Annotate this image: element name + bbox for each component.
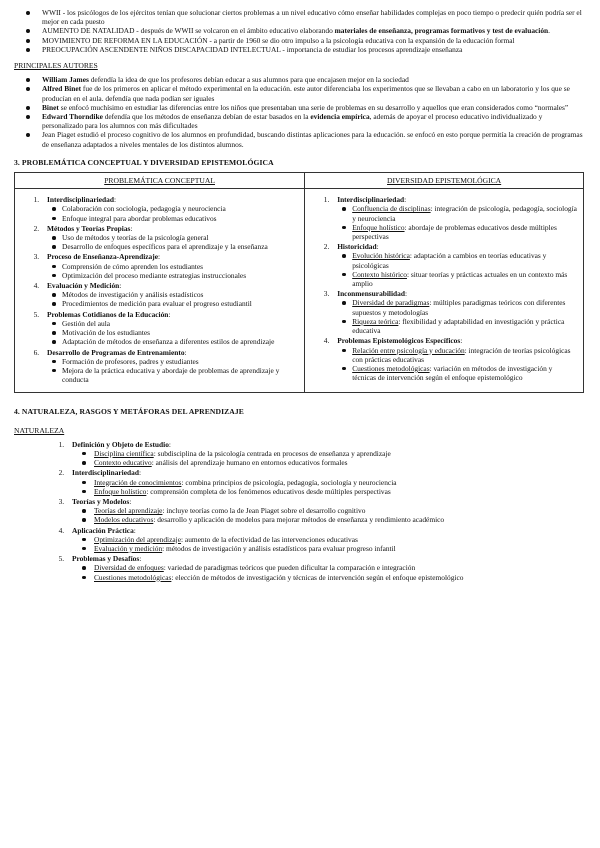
list-item: Riqueza teórica: flexibilidad y adaptabilidad en investigación y práctica educativa [352, 317, 577, 335]
problematica-cell [15, 189, 305, 393]
intro-bullet-2: MOVIMIENTO DE REFORMA EN LA EDUCACIÓN - a partir de 1960 se dio otro impulso a la psicología educativa con la expansión de la educación formal [42, 36, 584, 45]
list-item: Evaluación y medición: métodos de investigación y análisis estadísticos para evaluar progreso infantil [94, 544, 584, 553]
list-item: 5. Problemas Cotidianos de la Educación: Gestión del aula Motivación de los estudiantes Adaptación de métodos de enseñanza a diferentes estilos de aprendizaje [41, 310, 298, 347]
diversidad-list [311, 195, 577, 382]
list-item: 6. Desarrollo de Programas de Entrenamiento: Formación de profesores, padres y estudiantes Mejora de la práctica educativa y abordaje de problemas de aprendizaje y conducta [41, 348, 298, 385]
list-item: 1. Interdisciplinariedad: Colaboración con sociología, pedagogía y neurociencia Enfoque integral para abordar problemas educativos [41, 195, 298, 223]
list-item: Modelos educativos: desarrollo y aplicación de modelos para mejorar métodos de enseñanza y rendimiento académico [94, 515, 584, 524]
intro-bullet-3: PREOCUPACIÓN ASCENDENTE NIÑOS DISCAPACIDAD INTELECTUAL - importancia de estudiar los procesos aprendizaje enseñanza [42, 45, 584, 54]
list-item: Adaptación de métodos de enseñanza a diferentes estilos de aprendizaje [62, 337, 298, 346]
list-item: 4. Problemas Epistemológicos Específicos: Relación entre psicología y educación: integración de teorías psicológicas con prácticas educativas Cuestiones metodológicas: variación en métodos de investigación y técnicas de intervención según el enfoque epistemológico [331, 336, 577, 382]
list-item: 2. Interdisciplinariedad: Integración de conocimientos: combina principios de psicología, pedagogía, sociología y neurociencia Enfoque holístico: comprensión completa de los fenómenos educativos desde múltiples perspectivas [66, 468, 584, 496]
author-jean-piaget: Jean Piaget estudió el proceso cognitivo de los alumnos en profundidad, buscando distintas aplicaciones para la educación. se enfocó en esto porque permitía la creación de programas de enseñanza adaptados a niveles mentales de los distintos alumnos. [42, 130, 583, 149]
comparison-table [14, 172, 584, 393]
list-item: Optimización del aprendizaje: aumento de la efectividad de las intervenciones educativas [94, 535, 584, 544]
list-item: 4. Evaluación y Medición: Métodos de investigación y análisis estadísticos Procedimientos de medición para evaluar el progreso estudiantil [41, 281, 298, 309]
list-item: Métodos de investigación y análisis estadísticos [62, 290, 298, 299]
naturaleza-section [44, 440, 584, 582]
list-item: Diversidad de enfoques: variedad de paradigmas teóricos que pueden dificultar la comparación e integración [94, 563, 584, 572]
list-item: Evolución histórica: adaptación a cambios en teorías educativas y psicológicas [352, 251, 577, 269]
list-item: Teorías del aprendizaje: incluye teorías como la de Jean Piaget sobre el desarrollo cognitivo [94, 506, 584, 515]
list-item: Confluencia de disciplinas: integración de psicología, pedagogía, sociología y neurociencia [352, 204, 577, 223]
list-item: 1. Interdisciplinariedad: Confluencia de disciplinas: integración de psicología, pedagogía, sociología y neurociencia Enfoque holístico: abordaje de problemas educativos desde múltiples perspectivas [331, 195, 577, 241]
problematica-list [21, 195, 298, 384]
authors-list [14, 75, 584, 149]
list-item: 4. Aplicación Práctica: Optimización del aprendizaje: aumento de la efectividad de las intervenciones educativas Evaluación y medición: métodos de investigación y análisis estadísticos para evaluar progreso infantil [66, 526, 584, 554]
table-body-row [15, 189, 584, 393]
intro-bullet-1: AUMENTO DE NATALIDAD - después de WWII se volcaron en el ámbito educativo elaborando materiales de enseñanza, programas formativos y test de evaluación. [42, 26, 584, 35]
author-alfred-binet: Alfred Binet fue de los primeros en aplicar el método experimental en la educación. este autor diferenciaba los experimentos que se llevaban a cabo en un laboratorio y los que se producían en el aula. defendía que nada podían ser iguales [42, 84, 584, 102]
section-3-title: 3. PROBLEMÁTICA CONCEPTUAL Y DIVERSIDAD EPISTEMOLÓGICA [14, 157, 274, 167]
list-item: Integración de conocimientos: combina principios de psicología, pedagogía, sociología y neurociencia [94, 478, 584, 487]
header-problematica: PROBLEMÁTICA CONCEPTUAL [15, 173, 305, 189]
naturaleza-heading: NATURALEZA [14, 425, 65, 435]
list-item: 3. Inconmensurabilidad: Diversidad de paradigmas: múltiples paradigmas teóricos con diferentes supuestos y metodologías Riqueza teórica: flexibilidad y adaptabilidad en investigación y práctica educativa [331, 289, 577, 335]
list-item: Gestión del aula [62, 319, 298, 328]
list-item: Cuestiones metodológicas: elección de métodos de investigación y técnicas de intervención según el enfoque epistemológico [94, 573, 584, 582]
list-item: Enfoque holístico: abordaje de problemas educativos desde múltiples perspectivas [352, 223, 577, 241]
list-item: Relación entre psicología y educación: integración de teorías psicológicas con prácticas educativas [352, 346, 577, 364]
table-header-row [15, 173, 584, 189]
list-item: Disciplina científica: subdisciplina de la psicología centrada en procesos de enseñanza y aprendizaje [94, 449, 584, 458]
list-item: 3. Proceso de Enseñanza-Aprendizaje: Comprensión de cómo aprenden los estudiantes Optimización del proceso mediante estrategias instruccionales [41, 252, 298, 280]
list-item: Desarrollo de enfoques específicos para el aprendizaje y la enseñanza [62, 242, 298, 251]
author-william-james: William James defendía la idea de que los profesores debían educar a sus alumnos para que encajasen mejor en la sociedad [42, 75, 584, 84]
list-item: Colaboración con sociología, pedagogía y neurociencia [62, 204, 298, 213]
naturaleza-list [44, 440, 584, 582]
list-item: Contexto histórico: situar teorías y prácticas actuales en un contexto más amplio [352, 270, 577, 288]
list-item: 1. Definición y Objeto de Estudio: Disciplina científica: subdisciplina de la psicología centrada en procesos de enseñanza y aprendizaje Contexto educativo: análisis del aprendizaje humano en entornos educativos formales [66, 440, 584, 468]
authors-heading: PRINCIPALES AUTORES [14, 61, 98, 71]
intro-bullet-0: WWII - los psicólogos de los ejércitos tenían que solucionar ciertos problemas a un nivel educativo cómo enseñar habilidades complejas en poco tiempo o predecir quién podría ser el mejor en cada puesto [42, 8, 584, 26]
list-item: Procedimientos de medición para evaluar el progreso estudiantil [62, 299, 298, 308]
intro-bullet-list [14, 8, 584, 54]
list-item: Mejora de la práctica educativa y abordaje de problemas de aprendizaje y conducta [62, 366, 298, 384]
list-item: 2. Historicidad: Evolución histórica: adaptación a cambios en teorías educativas y psicológicas Contexto histórico: situar teorías y prácticas actuales en un contexto más amplio [331, 242, 577, 288]
list-item: 3. Teorías y Modelos: Teorías del aprendizaje: incluye teorías como la de Jean Piaget sobre el desarrollo cognitivo Modelos educativos: desarrollo y aplicación de modelos para mejorar métodos de enseñanza y rendimiento académico [66, 497, 584, 525]
diversidad-cell [305, 189, 584, 393]
list-item: 2. Métodos y Teorías Propias: Uso de métodos y teorías de la psicología general Desarrollo de enfoques específicos para el aprendizaje y la enseñanza [41, 224, 298, 252]
section-4-title: 4. NATURALEZA, RASGOS Y METÁFORAS DEL APRENDIZAJE [14, 407, 244, 417]
header-diversidad: DIVERSIDAD EPISTEMOLÓGICA [305, 173, 584, 189]
list-item: Motivación de los estudiantes [62, 328, 298, 337]
list-item: Diversidad de paradigmas: múltiples paradigmas teóricos con diferentes supuestos y metodologías [352, 298, 577, 316]
list-item: Cuestiones metodológicas: variación en métodos de investigación y técnicas de intervención según el enfoque epistemológico [352, 364, 577, 382]
list-item: Comprensión de cómo aprenden los estudiantes [62, 262, 298, 271]
list-item: 5. Problemas y Desafíos: Diversidad de enfoques: variedad de paradigmas teóricos que pueden dificultar la comparación e integración Cuestiones metodológicas: elección de métodos de investigación y técnicas de intervención según el enfoque epistemológico [66, 554, 584, 582]
author-edward-thorndike: Edward Thorndike defendía que los métodos de enseñanza debían de estar basados en la evidencia empírica, además de apoyar el proceso educativo individualizado y personalizado para los alumnos con más dificultades [42, 112, 584, 130]
list-item: Optimización del proceso mediante estrategias instruccionales [62, 271, 298, 280]
list-item: Enfoque integral para abordar problemas educativos [62, 214, 298, 223]
list-item: Uso de métodos y teorías de la psicología general [62, 233, 298, 242]
author-binet: Binet se enfocó muchísimo en estudiar las diferencias entre los niños que presentaban una serie de problemas en su desarrollo y aquellos que eran considerados como “normales” [42, 103, 584, 112]
list-item: Enfoque holístico: comprensión completa de los fenómenos educativos desde múltiples perspectivas [94, 487, 584, 496]
list-item: Formación de profesores, padres y estudiantes [62, 357, 298, 366]
list-item: Contexto educativo: análisis del aprendizaje humano en entornos educativos formales [94, 458, 584, 467]
